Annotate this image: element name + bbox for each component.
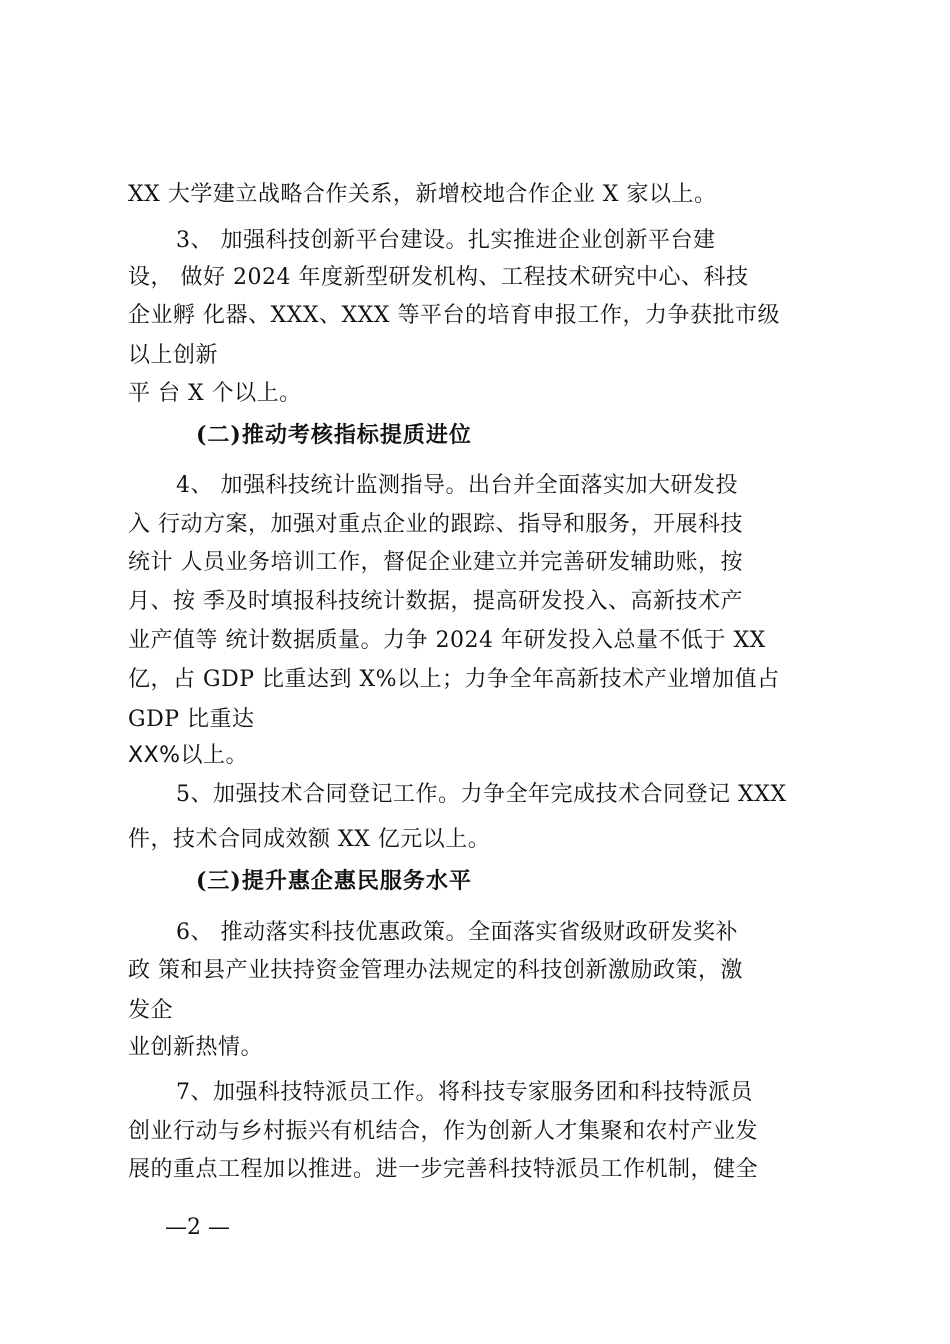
paragraph-line: 以上创新 [128, 343, 219, 368]
paragraph-line: GDP 比重达 [128, 707, 255, 732]
paragraph-line: 月、按 季及时填报科技统计数据，提高研发投入、高新技术产 [128, 589, 743, 614]
paragraph-line: 政 策和县产业扶持资金管理办法规定的科技创新激励政策，激 [128, 958, 743, 983]
paragraph-line: 亿，占 GDP 比重达到 X%以上；力争全年高新技术产业增加值占 [128, 667, 780, 692]
paragraph-line: 统计 人员业务培训工作，督促企业建立并完善研发辅助账，按 [128, 550, 743, 575]
paragraph-line: 设， 做好 2024 年度新型研发机构、工程技术研究中心、科技 [128, 265, 749, 290]
section-heading: (二)推动考核指标提质进位 [196, 422, 472, 448]
page-number: —2 — [165, 1215, 230, 1240]
paragraph-line: 发企 [128, 998, 174, 1023]
paragraph-line: 创业行动与乡村振兴有机结合，作为创新人才集聚和农村产业发 [128, 1119, 759, 1144]
paragraph-line: 业创新热情。 [128, 1035, 264, 1060]
paragraph-line: 3、 加强科技创新平台建设。扎实推进企业创新平台建 [176, 228, 716, 253]
paragraph-line: 7、加强科技特派员工作。将科技专家服务团和科技特派员 [176, 1080, 753, 1105]
paragraph-line: 5、加强技术合同登记工作。力争全年完成技术合同登记 XXX [176, 782, 787, 807]
paragraph-line: 平 台 X 个以上。 [128, 381, 302, 406]
paragraph-line: 业产值等 统计数据质量。力争 2024 年研发投入总量不低于 XX [128, 628, 766, 653]
paragraph-line: 件，技术合同成效额 XX 亿元以上。 [128, 827, 491, 852]
paragraph-line: 展的重点工程加以推进。进一步完善科技特派员工作机制，健全 [128, 1157, 759, 1182]
paragraph-line: 6、 推动落实科技优惠政策。全面落实省级财政研发奖补 [176, 920, 738, 945]
paragraph-line: 入 行动方案，加强对重点企业的跟踪、指导和服务，开展科技 [128, 512, 743, 537]
section-heading: (三)提升惠企惠民服务水平 [196, 868, 472, 894]
paragraph-line: XX 大学建立战略合作关系，新增校地合作企业 X 家以上。 [128, 182, 717, 207]
paragraph-line: 4、 加强科技统计监测指导。出台并全面落实加大研发投 [176, 473, 738, 498]
paragraph-line: 企业孵 化器、XXX、XXX 等平台的培育申报工作，力争获批市级 [128, 303, 780, 328]
paragraph-line: XX%以上。 [128, 743, 249, 768]
